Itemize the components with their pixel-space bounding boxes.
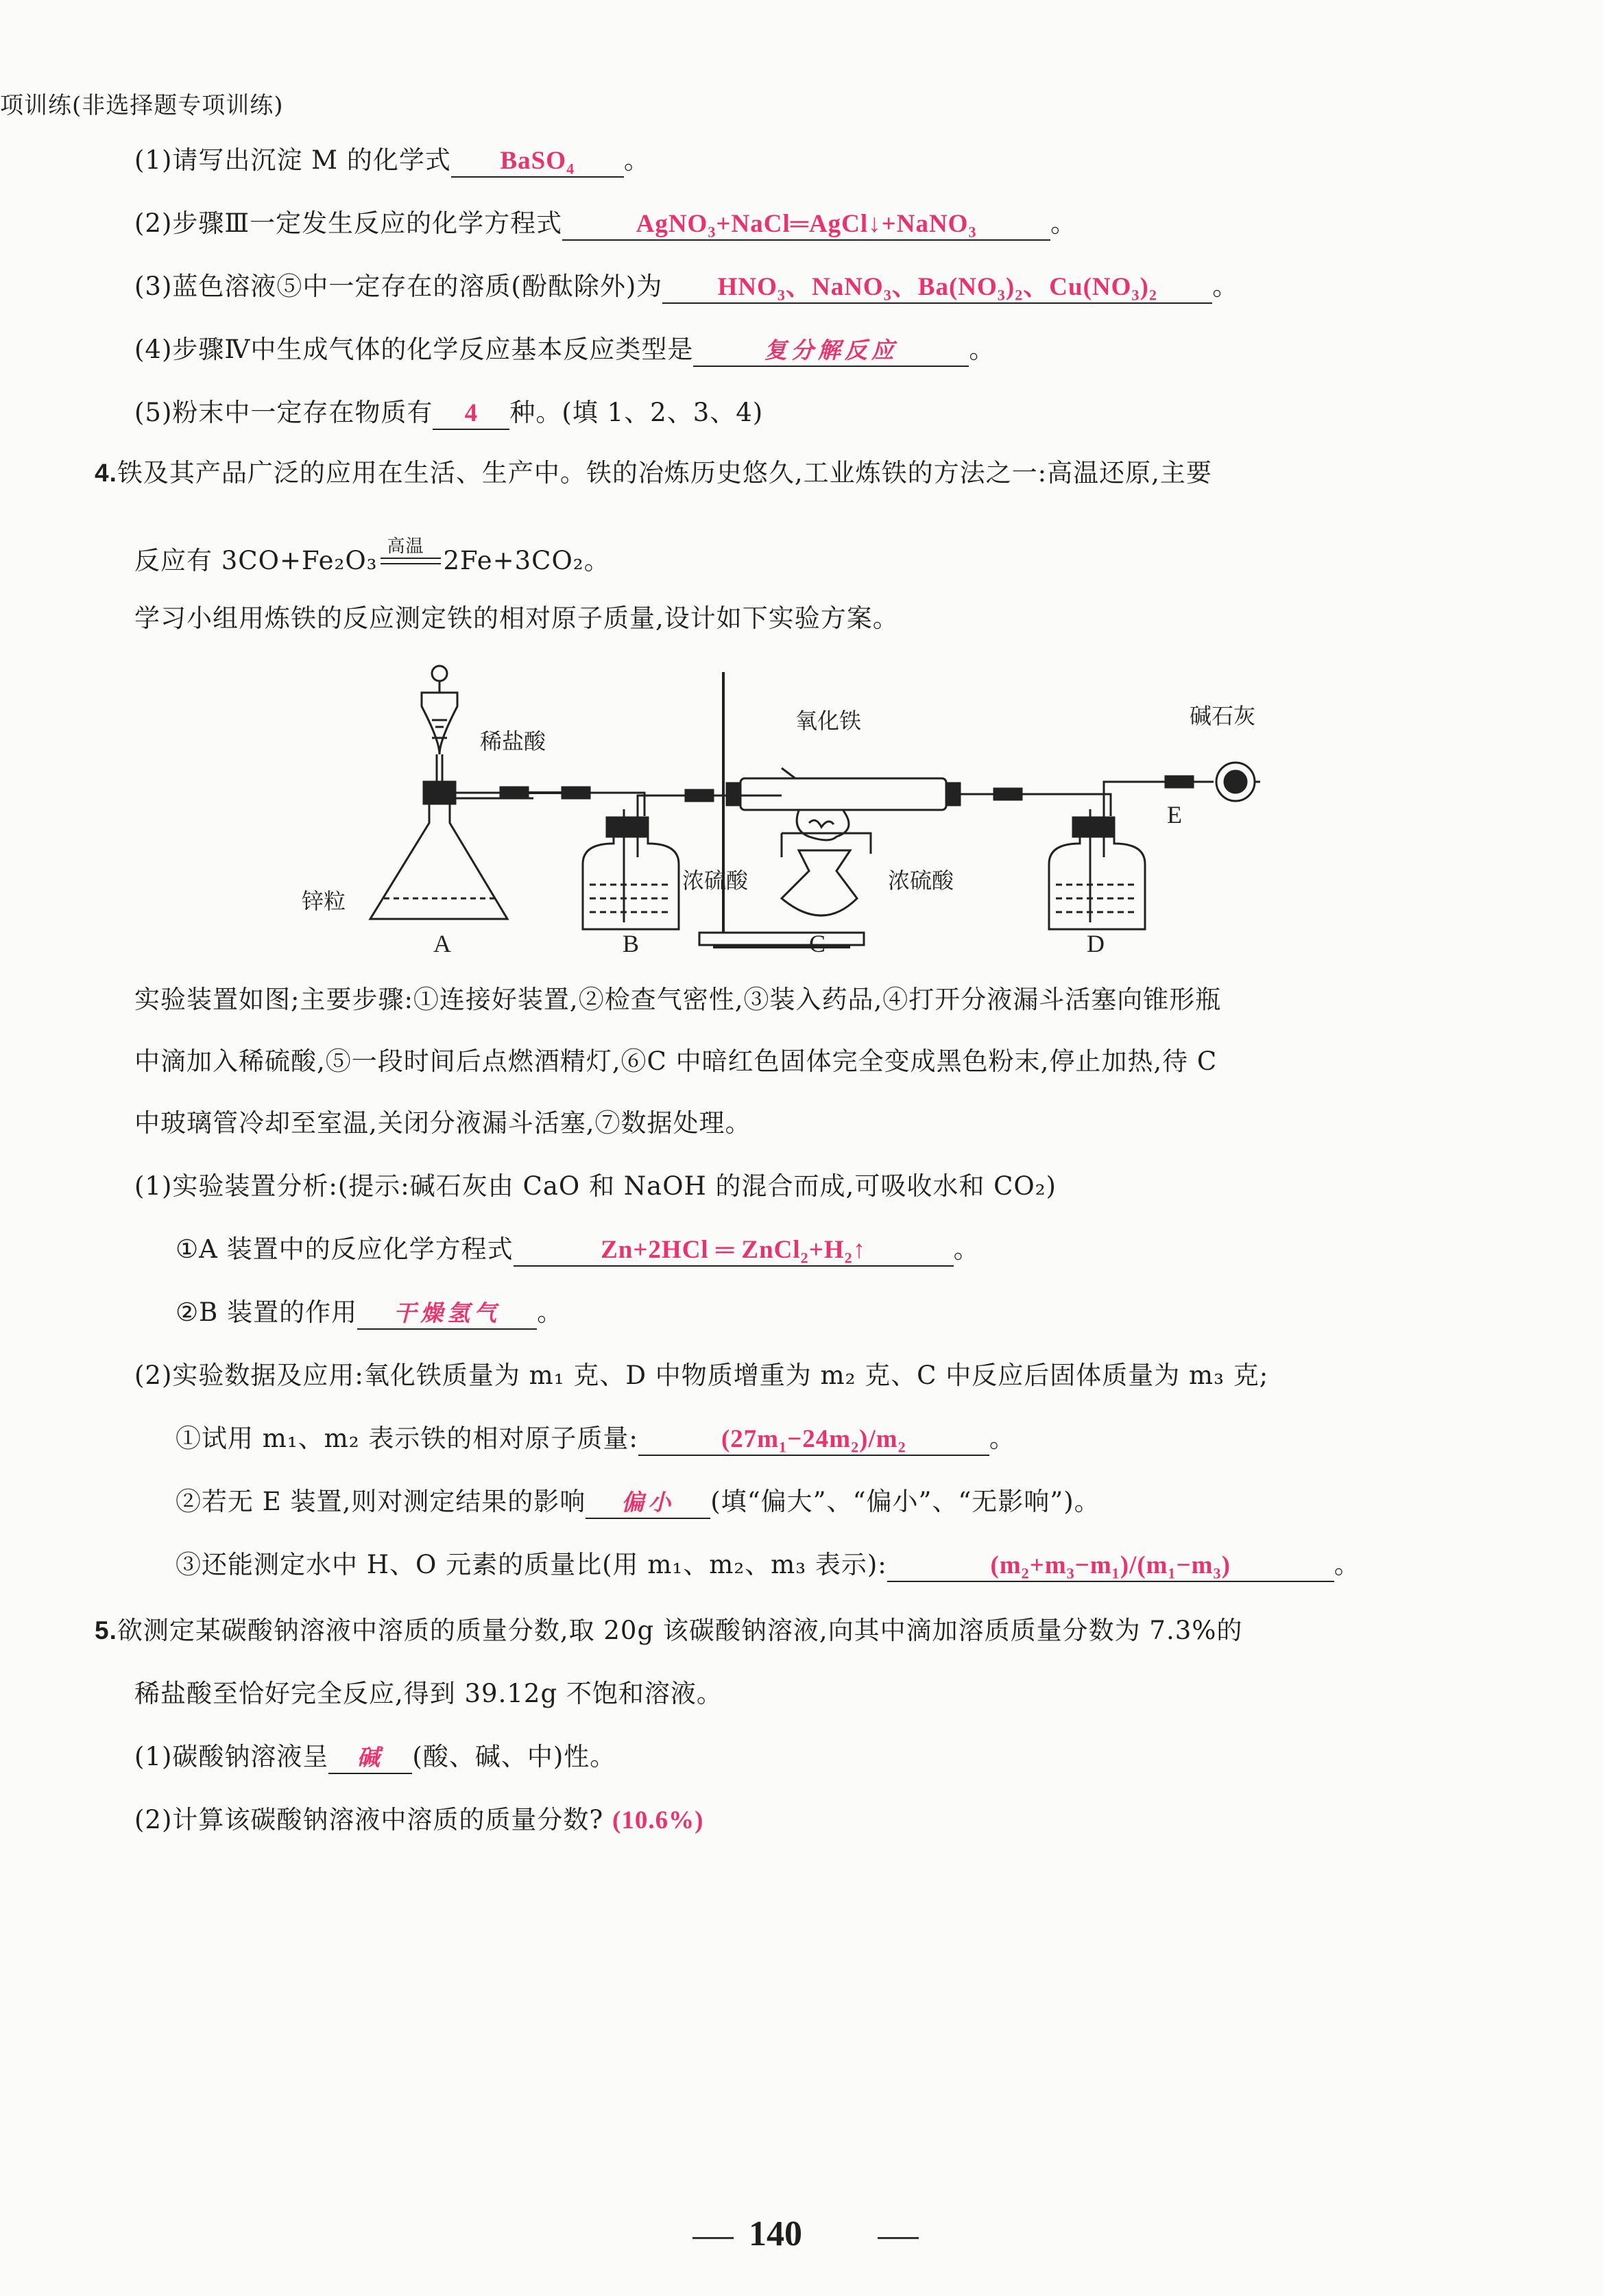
q3-part3	[134, 269, 1238, 304]
q4-sub1a	[176, 1232, 980, 1267]
q3-part1	[134, 143, 650, 178]
q5-intro-line1	[95, 1613, 1242, 1649]
q4-steps-line1: 实验装置如图;主要步骤:①连接好装置,②检查气密性,③装入药品,④打开分液漏斗活塞向锥形瓶	[134, 985, 1222, 1014]
label-e: E	[1167, 801, 1182, 828]
label-h2so4-b: 浓硫酸	[682, 868, 749, 894]
q3-p5-answer: 4	[433, 398, 509, 430]
q3-part2	[134, 206, 1076, 241]
label-h2so4-d: 浓硫酸	[888, 868, 954, 894]
q5-part1	[134, 1739, 616, 1775]
q4-intro-line1	[95, 455, 1212, 491]
q3-p2-answer: AgNO₃+NaCl═AgCl↓+NaNO₃	[562, 209, 1050, 241]
q5-p1-prefix: (1)碳酸钠溶液呈	[134, 1742, 329, 1771]
bottle-d	[1049, 837, 1145, 929]
page-number: 140	[749, 2214, 802, 2253]
q5-number: 5.	[95, 1616, 117, 1645]
label-soda-lime: 碱石灰	[1190, 703, 1256, 729]
q4-s2b-suffix: (填“偏大”、“偏小”、“无影响”)。	[710, 1487, 1100, 1516]
q3-p4-suffix: 。	[969, 335, 996, 364]
page-number-dash-right	[878, 2237, 919, 2239]
q4-s2a-answer: (27m₁−24m₂)/m₂	[638, 1424, 989, 1456]
bottle-d-stopper	[1073, 817, 1114, 837]
q4-intro1: 铁及其产品广泛的应用在生活、生产中。铁的冶炼历史悠久,工业炼铁的方法之一:高温还原,主要	[117, 458, 1212, 488]
q3-p5-prefix: (5)粉末中一定存在物质有	[134, 398, 433, 427]
q3-p1-suffix: 。	[623, 145, 650, 175]
q4-s2a-suffix: 。	[989, 1424, 1015, 1453]
combustion-tube	[740, 778, 946, 810]
flask-a	[370, 804, 507, 919]
q5-p1-suffix: (酸、碱、中)性。	[412, 1742, 616, 1771]
q3-p3-prefix: (3)蓝色溶液⑤中一定存在的溶质(酚酞除外)为	[134, 272, 663, 301]
q4-s1b-suffix: 。	[537, 1298, 564, 1327]
q4-reaction-arrow	[378, 536, 444, 577]
label-a: A	[433, 930, 451, 957]
q4-s1a-suffix: 。	[953, 1234, 980, 1264]
q4-s1b-answer: 干燥氢气	[357, 1298, 537, 1330]
q4-steps-line2: 中滴加入稀硫酸,⑤一段时间后点燃酒精灯,⑥C 中暗红色固体完全变成黑色粉末,停止加热,待 C	[134, 1047, 1218, 1076]
q3-part5	[134, 395, 763, 431]
label-fe2o3: 氧化铁	[795, 708, 862, 734]
page-number-dash-left	[692, 2237, 734, 2239]
label-d: D	[1087, 930, 1105, 957]
q4-s1a-prefix: ①A 装置中的反应化学方程式	[176, 1234, 514, 1264]
label-c: C	[809, 930, 826, 957]
funnel-stopper	[432, 666, 447, 681]
q3-p1-prefix: (1)请写出沉淀 M 的化学式	[134, 145, 451, 175]
q4-steps-line3: 中玻璃管冷却至室温,关闭分液漏斗活塞,⑦数据处理。	[134, 1108, 751, 1138]
q4-sub1: (1)实验装置分析:(提示:碱石灰由 CaO 和 NaOH 的混合而成,可吸收水和 CO₂)	[134, 1171, 1057, 1201]
q3-p4-answer: 复分解反应	[693, 335, 969, 367]
q4-intro-line2	[134, 536, 610, 579]
alcohol-lamp	[782, 850, 857, 916]
q4-s2b-answer: 偏小	[586, 1487, 710, 1519]
q3-p3-suffix: 。	[1212, 272, 1239, 301]
q4-s2c-answer: (m₂+m₃−m₁)/(m₁−m₃)	[887, 1551, 1334, 1582]
q4-intro2-post: 2Fe+3CO₂。	[443, 546, 610, 575]
q4-sub2a	[176, 1421, 1015, 1457]
label-hcl: 稀盐酸	[480, 728, 546, 754]
flask-a-stopper	[424, 782, 455, 804]
label-b: B	[623, 930, 640, 957]
q4-s2a-prefix: ①试用 m₁、m₂ 表示铁的相对原子质量:	[176, 1424, 638, 1453]
q3-p2-prefix: (2)步骤Ⅲ一定发生反应的化学方程式	[134, 208, 563, 238]
q5-intro-line2: 稀盐酸至恰好完全反应,得到 39.12g 不饱和溶液。	[134, 1679, 723, 1708]
q5-p1-answer: 碱	[328, 1743, 412, 1774]
q3-p4-prefix: (4)步骤Ⅳ中生成气体的化学反应基本反应类型是	[134, 335, 694, 364]
bottle-b-stopper	[607, 817, 648, 837]
q4-s1b-prefix: ②B 装置的作用	[176, 1298, 358, 1327]
iron-stand-base	[699, 933, 864, 945]
label-zn: 锌粒	[302, 888, 346, 914]
q3-p1-answer: BaSO₄	[451, 146, 624, 178]
q4-s2c-prefix: ③还能测定水中 H、O 元素的质量比(用 m₁、m₂、m₃ 表示):	[176, 1550, 887, 1579]
q4-reaction-condition: 高温	[387, 536, 424, 557]
q4-number: 4.	[95, 459, 117, 487]
bottle-b	[583, 837, 679, 929]
q5-intro1: 欲测定某碳酸钠溶液中溶质的质量分数,取 20g 该碳酸钠溶液,向其中滴加溶质质量分数为 7.3%的	[117, 1616, 1243, 1645]
funnel-bulb	[422, 681, 457, 754]
q4-intro-line3: 学习小组用炼铁的反应测定铁的相对原子质量,设计如下实验方案。	[134, 603, 899, 633]
apparatus-figure	[302, 658, 1262, 960]
q4-sub2b	[176, 1484, 1100, 1520]
q4-sub1b	[176, 1295, 563, 1330]
q4-s2c-suffix: 。	[1334, 1550, 1360, 1579]
q3-p3-answer: HNO₃、NaNO₃、Ba(NO₃)₂、Cu(NO₃)₂	[662, 272, 1212, 304]
connector-ab	[501, 787, 528, 798]
q5-p2-answer: (10.6%)	[612, 1806, 704, 1834]
q5-part2	[134, 1802, 703, 1839]
q4-sub2c	[176, 1547, 1360, 1583]
q5-p2-prefix: (2)计算该碳酸钠溶液中溶质的质量分数?	[134, 1805, 604, 1834]
section-header: 项训练(非选择题专项训练)	[0, 92, 284, 119]
q4-s2b-prefix: ②若无 E 装置,则对测定结果的影响	[176, 1487, 586, 1516]
q4-s1a-answer: Zn+2HCl ═ ZnCl₂+H₂↑	[514, 1235, 954, 1267]
q3-part4	[134, 332, 995, 368]
q3-p5-suffix: 种。(填 1、2、3、4)	[509, 398, 764, 427]
q4-sub2: (2)实验数据及应用:氧化铁质量为 m₁ 克、D 中物质增重为 m₂ 克、C 中反应后固体质量为 m₃ 克;	[134, 1361, 1269, 1390]
q4-intro2-pre: 反应有 3CO+Fe₂O₃	[134, 546, 378, 575]
q3-p2-suffix: 。	[1050, 208, 1077, 238]
